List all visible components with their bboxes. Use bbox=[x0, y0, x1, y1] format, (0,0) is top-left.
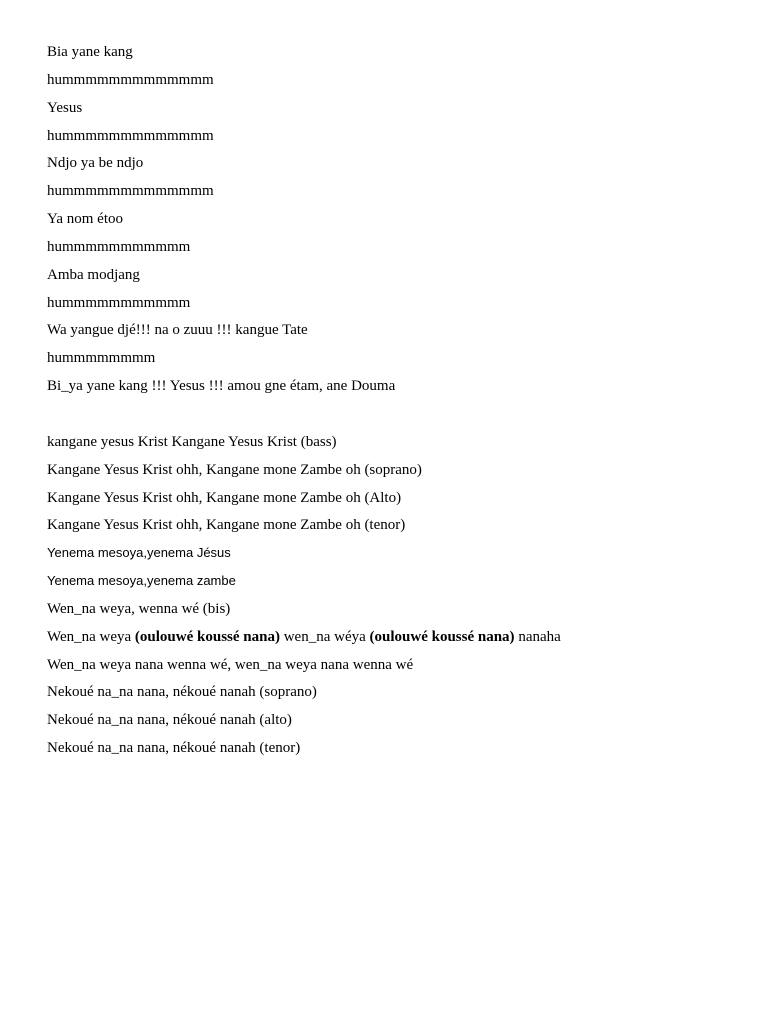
lyrics-body bbox=[47, 40, 737, 764]
mixed-line-text: Wen_na weya bbox=[47, 628, 135, 645]
verse-line: Bi_ya yane kang !!! Yesus !!! amou gne étam, ane Douma bbox=[47, 378, 396, 395]
mixed-line-bold-text: (oulouwé koussé nana) bbox=[134, 628, 280, 645]
verse-line: hummmmmmmmmmm bbox=[47, 238, 191, 255]
chorus-line: Kangane Yesus Krist ohh, Kangane mone Zambe oh (tenor) bbox=[47, 517, 406, 534]
ending-line: Nekoué na_na nana, nékoué nanah (soprano) bbox=[47, 684, 317, 701]
chorus-line: Kangane Yesus Krist ohh, Kangane mone Zambe oh (soprano) bbox=[47, 461, 422, 478]
chorus-line: Kangane Yesus Krist ohh, Kangane mone Zambe oh (Alto) bbox=[47, 489, 402, 506]
verse-line: hummmmmmmmmmm bbox=[47, 294, 191, 311]
mixed-weight-line bbox=[47, 625, 737, 653]
verse-line: hummmmmmmm bbox=[47, 350, 156, 367]
verse-line: Amba modjang bbox=[47, 266, 140, 283]
verse-line: Ya nom étoo bbox=[47, 211, 123, 228]
verse-line: hummmmmmmmmmmmm bbox=[47, 183, 214, 200]
chorus-line: Yenema mesoya,yenema zambe bbox=[47, 573, 236, 589]
chorus-line: Wen_na weya, wenna wé (bis) bbox=[47, 600, 231, 617]
blank-line bbox=[47, 402, 737, 430]
verse-line: hummmmmmmmmmmmm bbox=[47, 127, 214, 144]
mixed-line-bold-text: (oulouwé koussé nana) bbox=[369, 628, 515, 645]
verse-line: Yesus bbox=[47, 99, 83, 116]
verse-line: Wa yangue djé!!! na o zuuu !!! kangue Tate bbox=[47, 322, 308, 339]
verse-line: hummmmmmmmmmmmm bbox=[47, 71, 214, 88]
verse-line: Ndjo ya be ndjo bbox=[47, 155, 144, 172]
ending-line: Nekoué na_na nana, nékoué nanah (tenor) bbox=[47, 740, 301, 757]
mixed-line-text: nanaha bbox=[514, 628, 561, 645]
ending-line: Nekoué na_na nana, nékoué nanah (alto) bbox=[47, 712, 292, 729]
chorus-line: kangane yesus Krist Kangane Yesus Krist (bass) bbox=[47, 433, 337, 450]
chorus-line: Yenema mesoya,yenema Jésus bbox=[47, 545, 231, 561]
mixed-line-text: wen_na wéya bbox=[279, 628, 370, 645]
ending-line: Wen_na weya nana wenna wé, wen_na weya nana wenna wé bbox=[47, 656, 414, 673]
verse-line: Bia yane kang bbox=[47, 44, 133, 60]
